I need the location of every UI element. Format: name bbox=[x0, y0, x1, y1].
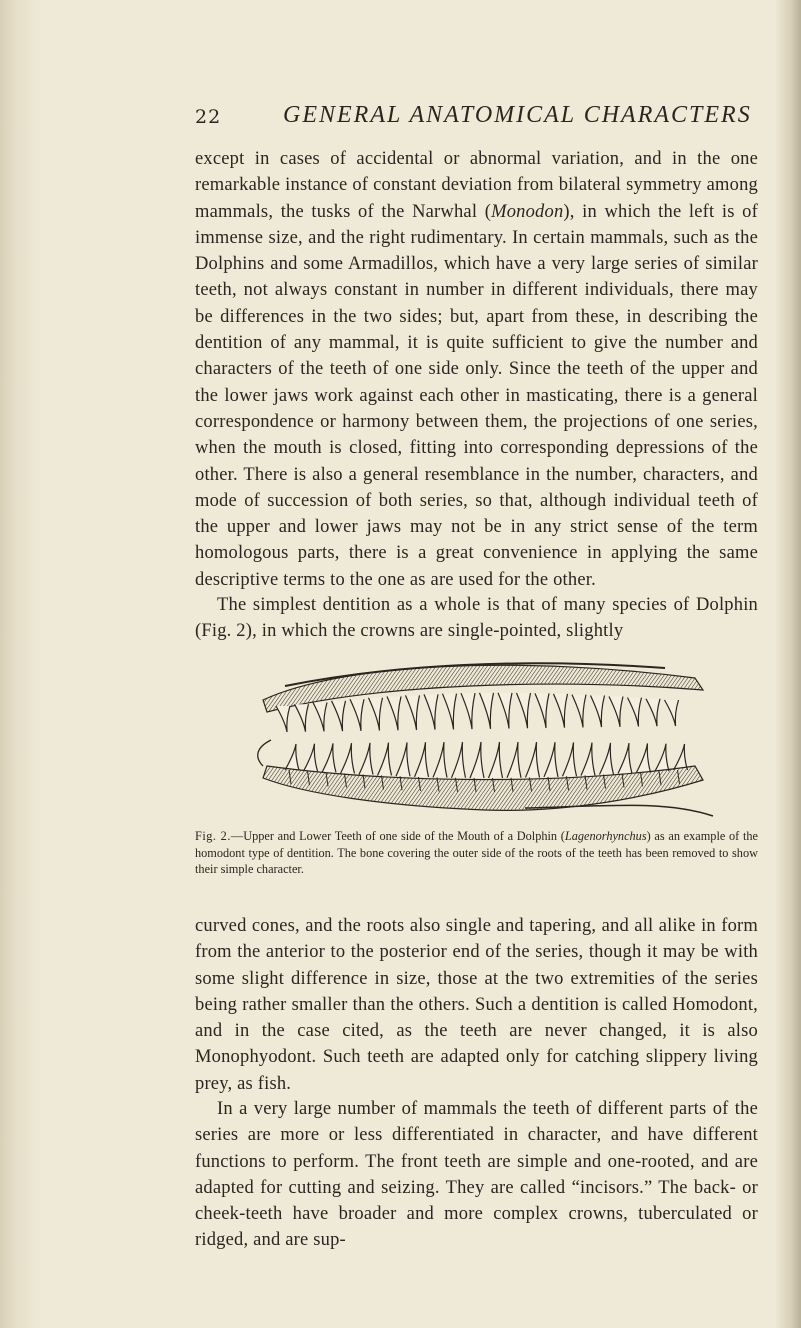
lower-tooth bbox=[415, 742, 429, 777]
page-edge-left bbox=[0, 0, 42, 1328]
upper-tooth bbox=[480, 693, 494, 729]
paragraph-2: The simplest dentition as a whole is that of many species of Dolphin (Fig. 2), in which the crowns are single-pointed, slightly bbox=[195, 595, 758, 642]
upper-tooth bbox=[406, 695, 420, 730]
upper-tooth bbox=[535, 693, 549, 728]
upper-tooth bbox=[369, 698, 383, 731]
figure-label: Fig. 2. bbox=[195, 829, 231, 843]
lower-tooth bbox=[526, 742, 540, 777]
upper-tooth bbox=[276, 706, 290, 732]
caption-text-rest: ) as an example of the homodont type of dentition. The bone covering the outer side of the roots of the teeth has been removed to show their simple character. bbox=[195, 829, 759, 876]
genus-monodon: Monodon bbox=[491, 201, 564, 222]
page-number: 22 bbox=[195, 106, 222, 128]
lower-tooth bbox=[581, 743, 595, 776]
paragraph-4: In a very large number of mammals the teeth of different parts of the series are more or less differentiated in character, and have different functions to perform. The front teeth are simple and one-rooted, and are adapted for cutting and seizing. They are called “incisors.” The back- or cheek-teeth have broader and more complex crowns, tuberculated or ridged, and are sup- bbox=[195, 1099, 758, 1251]
lower-tooth bbox=[637, 743, 651, 772]
lower-tooth bbox=[489, 742, 503, 778]
lower-tooth bbox=[285, 744, 299, 770]
paragraph-1 bbox=[195, 146, 758, 593]
caption-text-start: —Upper and Lower Teeth of one side of the Mouth of a Dolphin ( bbox=[230, 829, 565, 843]
upper-tooth bbox=[424, 694, 438, 729]
lower-tooth bbox=[470, 742, 484, 778]
lower-tooth bbox=[507, 742, 521, 778]
upper-tooth bbox=[387, 696, 401, 730]
page-header bbox=[195, 100, 755, 140]
lower-tooth bbox=[544, 742, 558, 777]
dolphin-teeth-illustration bbox=[225, 648, 725, 823]
lower-tooth bbox=[433, 742, 447, 777]
upper-tooth bbox=[498, 693, 512, 729]
paragraph-3: curved cones, and the roots also single and tapering, and all alike in form from the anterior to the posterior end of the series, though it may be with some slight difference in size, those at the two extremities of the series being rather smaller than the others. Such a dentition is called Homodont, and in the case cited, as the teeth are never changed, it is also Monophyodont. Such teeth are adapted only for catching slippery living prey, as fish. bbox=[195, 916, 758, 1094]
upper-tooth bbox=[554, 694, 568, 728]
lower-tooth bbox=[563, 742, 577, 776]
lower-tooth bbox=[322, 743, 336, 772]
upper-tooth bbox=[646, 699, 660, 726]
dolphin-teeth-figure bbox=[225, 648, 725, 823]
paragraph-1-rest: ), in which the left is of immense size, and the right rudimentary. In certain mammals, such as the Dolphins and some Armadillos, which have a very large series of similar teeth, not always constant in number in different individuals, there may be differences in the two sides; but, apart from these, in describing the dentition of any mammal, it is quite sufficient to give the number and characters of the teeth of one side only. Since the teeth of the upper and the lower jaws work against each other in masticating, there is a general correspondence or harmony between them, the projections of one series, when the mouth is closed, fitting into corresponding depressions of the other. There is also a general resemblance in the number, characters, and mode of succession of both series, so that, although individual teeth of the upper and lower jaws may not be in any strict sense of the term homologous parts, there is a great convenience in applying the same descriptive terms to the one as are used for the other. bbox=[195, 201, 758, 590]
upper-tooth bbox=[665, 700, 679, 726]
upper-tooth bbox=[313, 702, 327, 731]
upper-tooth bbox=[332, 701, 346, 731]
figure-caption bbox=[195, 828, 758, 878]
lower-tooth bbox=[359, 743, 373, 775]
upper-tooth bbox=[461, 693, 475, 729]
running-title: GENERAL ANATOMICAL CHARACTERS bbox=[283, 102, 752, 128]
lower-tooth bbox=[341, 743, 355, 773]
upper-tooth bbox=[609, 697, 623, 727]
lower-tooth bbox=[396, 742, 410, 776]
upper-tooth bbox=[591, 696, 605, 728]
lower-tooth bbox=[600, 743, 614, 775]
lower-tooth bbox=[655, 744, 669, 771]
lower-tooth bbox=[618, 743, 632, 773]
genus-lagenorhynchus: Lagenorhynchus bbox=[564, 829, 647, 843]
lower-tooth bbox=[304, 744, 318, 771]
upper-tooth bbox=[295, 704, 309, 731]
lower-tooth bbox=[674, 744, 688, 770]
page-edge-right bbox=[775, 0, 801, 1328]
paragraph-1-start: except in cases of accidental or abnormal variation, and in the one remarkable instance of constant deviation from bilateral symmetry among mammals, the tusks of the Narwhal ( bbox=[195, 149, 758, 222]
upper-tooth bbox=[628, 698, 642, 727]
lower-tooth bbox=[452, 742, 466, 778]
upper-tooth bbox=[350, 699, 364, 731]
upper-tooth bbox=[443, 694, 457, 730]
lower-tooth bbox=[378, 743, 392, 776]
upper-tooth bbox=[572, 695, 586, 728]
upper-tooth bbox=[517, 693, 531, 728]
